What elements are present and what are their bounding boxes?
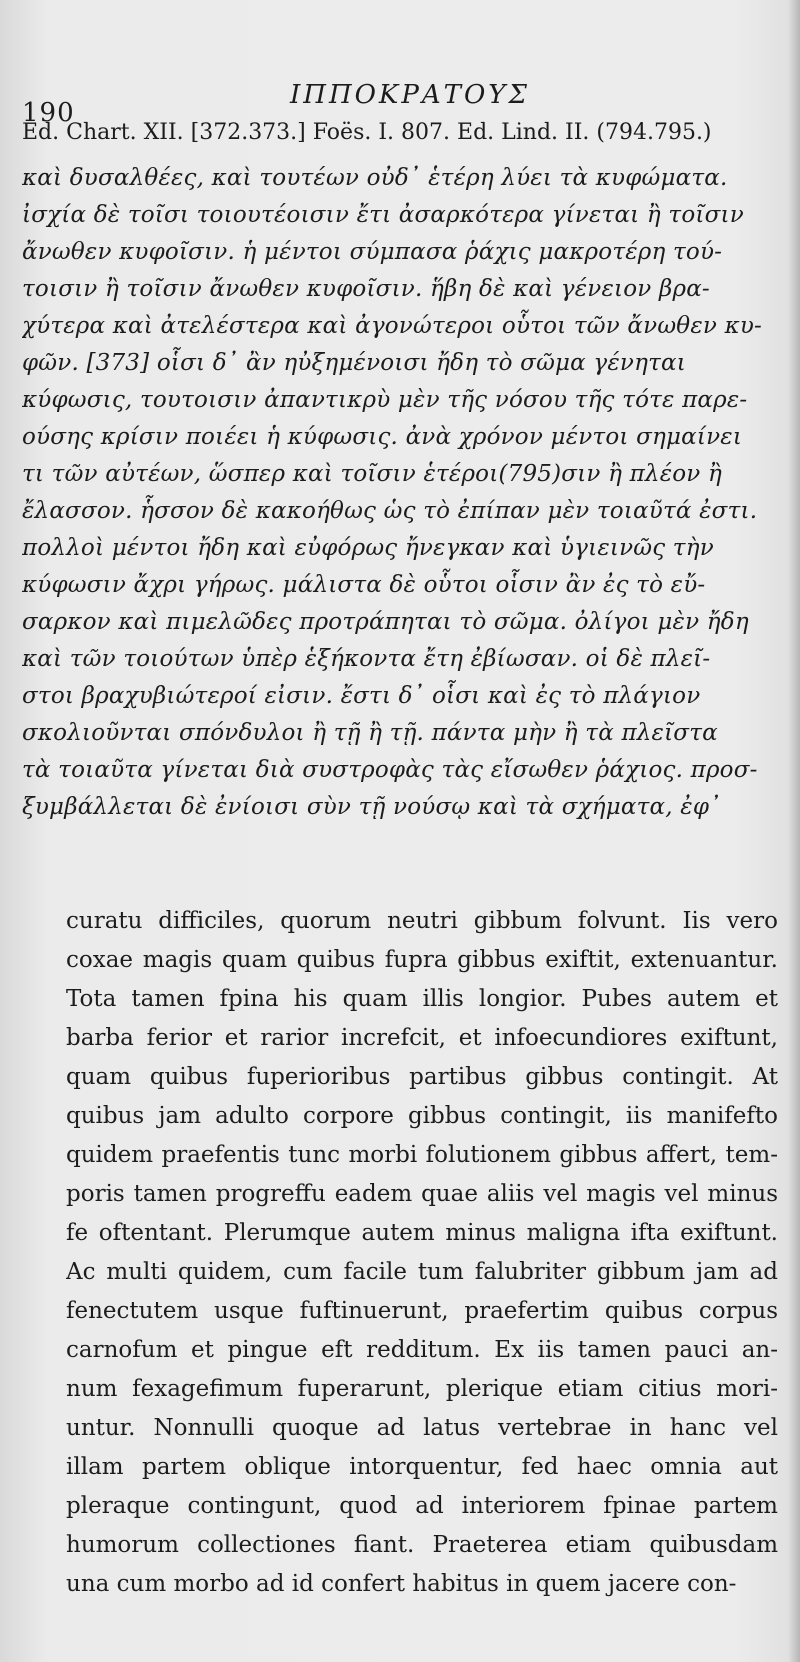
greek-line: πολλοὶ μέντοι ἤδη καὶ εὐφόρως ἤνεγκαν καὶ ὑγιεινῶς τὴν xyxy=(22,535,714,561)
greek-text-block xyxy=(22,160,792,826)
latin-line: curatu difficiles, quorum neutri gibbum folvunt. Iis vero xyxy=(66,908,778,934)
greek-line: καὶ δυσαλθέες, καὶ τουτέων οὐδ᾽ ἑτέρη λύει τὰ κυφώματα. xyxy=(22,165,728,191)
latin-line: una cum morbo ad id confert habitus in quem jacere con- xyxy=(66,1571,737,1597)
latin-line: untur. Nonnulli quoque ad latus vertebrae in hanc vel xyxy=(66,1415,778,1441)
greek-line: κύφωσιν ἄχρι γήρως. μάλιστα δὲ οὗτοι οἷσιν ἂν ἐς τὸ εὔ- xyxy=(22,572,706,598)
running-head: ΙΠΠΟΚΡΑΤΟΥΣ xyxy=(290,80,530,110)
latin-text-block xyxy=(66,902,778,1604)
greek-line: ἰσχία δὲ τοῖσι τοιουτέοισιν ἔτι ἀσαρκότερα γίνεται ἢ τοῖσιν xyxy=(22,202,744,228)
greek-line: χύτερα καὶ ἀτελέστερα καὶ ἀγονώτεροι οὗτοι τῶν ἄνωθεν κυ- xyxy=(22,313,762,339)
latin-line: illam partem oblique intorquentur, fed haec omnia aut xyxy=(66,1454,778,1480)
latin-line: fenectutem usque fuftinuerunt, praefertim quibus corpus xyxy=(66,1298,778,1324)
greek-line: σαρκον καὶ πιμελῶδες προτράπηται τὸ σῶμα. ὀλίγοι μὲν ἤδη xyxy=(22,609,749,635)
latin-line: poris tamen progreffu eadem quae aliis vel magis vel minus xyxy=(66,1181,778,1207)
latin-line: Ac multi quidem, cum facile tum falubriter gibbum jam ad xyxy=(66,1259,778,1285)
greek-line: τι τῶν αὐτέων, ὥσπερ καὶ τοῖσιν ἑτέροι(795)σιν ἢ πλέον ἢ xyxy=(22,461,722,487)
latin-line: carnofum et pingue eft redditum. Ex iis tamen pauci an- xyxy=(66,1337,778,1363)
latin-line: pleraque contingunt, quod ad interiorem fpinae partem xyxy=(66,1493,778,1519)
latin-line: barba ferior et rarior increfcit, et infoecundiores exiftunt, xyxy=(66,1025,778,1051)
latin-line: Tota tamen fpina his quam illis longior. Pubes autem et xyxy=(66,986,778,1012)
greek-line: στοι βραχυβιώτεροί εἰσιν. ἔστι δ᾽ οἷσι καὶ ἐς τὸ πλάγιον xyxy=(22,683,701,709)
greek-line: καὶ τῶν τοιούτων ὑπὲρ ἑξήκοντα ἔτη ἐβίωσαν. οἱ δὲ πλεῖ- xyxy=(22,646,711,672)
latin-line: quidem praefentis tunc morbi folutionem gibbus affert, tem- xyxy=(66,1142,778,1168)
greek-line: τὰ τοιαῦτα γίνεται διὰ συστροφὰς τὰς εἴσωθεν ῥάχιος. προσ- xyxy=(22,757,758,783)
latin-line: coxae magis quam quibus fupra gibbus exiftit, extenuantur. xyxy=(66,947,778,973)
greek-line: ἄνωθεν κυφοῖσιν. ἡ μέντοι σύμπασα ῥάχις μακροτέρη τού- xyxy=(22,239,723,265)
latin-line: humorum collectiones fiant. Praeterea etiam quibusdam xyxy=(66,1532,778,1558)
greek-line: ἔλασσον. ἧσσον δὲ κακοήθως ὡς τὸ ἐπίπαν μὲν τοιαῦτά ἐστι. xyxy=(22,498,758,524)
latin-line: fe oftentant. Plerumque autem minus maligna ifta exiftunt. xyxy=(66,1220,778,1246)
greek-line: τοισιν ἢ τοῖσιν ἄνωθεν κυφοῖσιν. ἥβη δὲ καὶ γένειον βρα- xyxy=(22,276,710,302)
greek-line: φῶν. [373] οἷσι δ᾽ ἂν ηὐξημένοισι ἤδη τὸ σῶμα γένηται xyxy=(22,350,686,376)
latin-line: num fexagefimum fuperarunt, plerique etiam citius mori- xyxy=(66,1376,778,1402)
latin-line: quibus jam adulto corpore gibbus contingit, iis manifefto xyxy=(66,1103,778,1129)
greek-line: ξυμβάλλεται δὲ ἐνίοισι σὺν τῇ νούσῳ καὶ τὰ σχήματα, ἐφ᾽ xyxy=(22,794,721,820)
page-number: 190 xyxy=(22,98,75,128)
latin-line: quam quibus fuperioribus partibus gibbus contingit. At xyxy=(66,1064,778,1090)
greek-line: κύφωσις, τουτοισιν ἀπαντικρὺ μὲν τῆς νόσου τῆς τότε παρε- xyxy=(22,387,748,413)
greek-line: σκολιοῦνται σπόνδυλοι ἢ τῇ ἢ τῇ. πάντα μὴν ἢ τὰ πλεῖστα xyxy=(22,720,718,746)
greek-line: ούσης κρίσιν ποιέει ἡ κύφωσις. ἀνὰ χρόνον μέντοι σημαίνει xyxy=(22,424,743,450)
edition-reference: Ed. Chart. XII. [372.373.] Foës. I. 807. Ed. Lind. II. (794.795.) xyxy=(22,120,712,145)
